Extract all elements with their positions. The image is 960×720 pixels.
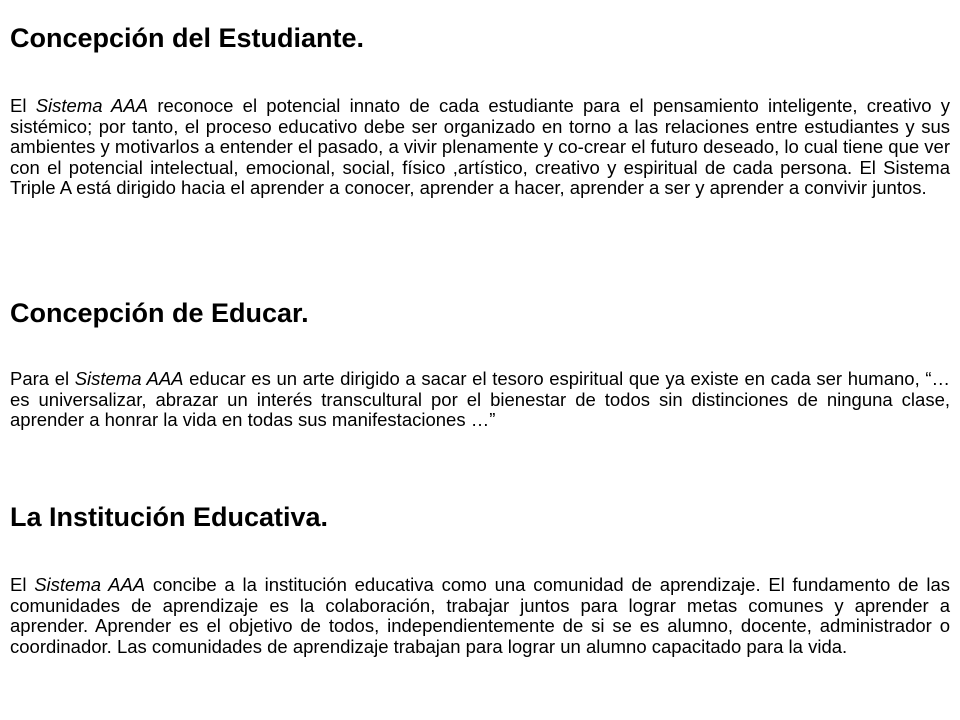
system-name-emphasis: Sistema AAA: [74, 368, 184, 389]
section-paragraph-estudiante: [10, 96, 950, 199]
paragraph-text: concibe a la institución educativa como una comunidad de aprendizaje. El fundamento de las comunidades de aprendizaje es la colaboración, trabajar juntos para lograr metas comunes y aprender a aprender. Aprender es el objetivo de todos, independientemente de si se es alumno, docente, administrador o coordinador. Las comunidades de aprendizaje trabajan para lograr un alumno capacitado para la vida.: [10, 574, 950, 657]
paragraph-text: El: [10, 574, 35, 595]
paragraph-text: El: [10, 95, 36, 116]
section-paragraph-educar: [10, 369, 950, 431]
paragraph-text: educar es un arte dirigido a sacar el tesoro espiritual que ya existe en cada ser humano, “…es universalizar, abrazar un interés transcultural por el bienestar de todos sin distinciones de ninguna clase, aprender a honrar la vida en todas sus manifestaciones …”: [10, 368, 950, 431]
system-name-emphasis: Sistema AAA: [35, 95, 149, 116]
section-paragraph-institucion: [10, 575, 950, 657]
paragraph-text: reconoce el potencial innato de cada estudiante para el pensamiento inteligente, creativo y sistémico; por tanto, el proceso educativo debe ser organizado en torno a las relaciones entre estudiantes y sus ambientes y motivarlos a entender el pasado, a vivir plenamente y co-crear el futuro deseado, lo cual tiene que ver con el potencial intelectual, emocional, social, físico ,artístico, creativo y espiritual de cada persona. El Sistema Triple A está dirigido hacia el aprender a conocer, aprender a hacer, aprender a ser y aprender a convivir juntos.: [10, 95, 951, 199]
section-heading-institucion: La Institución Educativa.: [10, 502, 329, 532]
section-heading-educar: Concepción de Educar.: [10, 298, 309, 328]
paragraph-text: Para el: [10, 368, 75, 389]
section-heading-estudiante: Concepción del Estudiante.: [10, 23, 365, 53]
system-name-emphasis: Sistema AAA: [34, 574, 146, 595]
